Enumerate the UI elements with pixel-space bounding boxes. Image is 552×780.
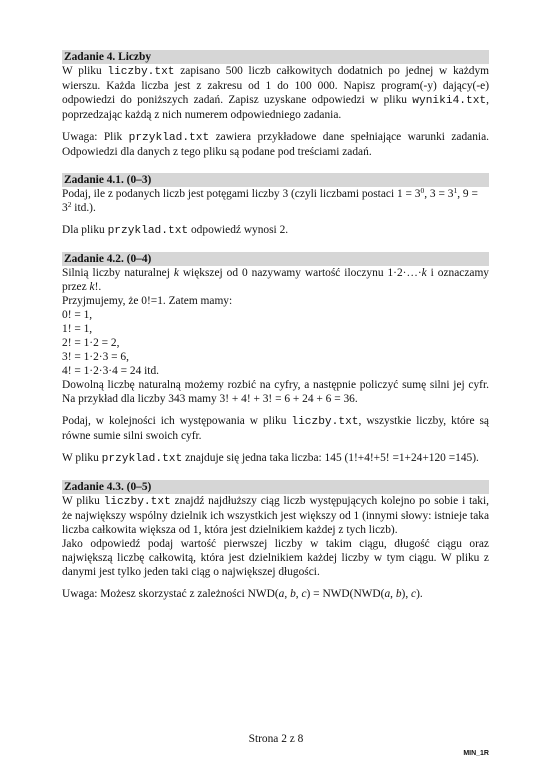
task-4-3-question: W pliku liczby.txt znajdź najdłuższy ciąg liczb występujących kolejno po sobie i taki, że największy wspólny dzielnik ich wszystkich jest większy od 1 (innymi słowy: istnieje taka liczba całkowita większa od 1, która jest dzielnikiem każdej z tych liczb). [62, 495, 489, 536]
factorial-line: 4! = 1·2·3·4 = 24 itd. [62, 365, 159, 377]
filename: liczby.txt [103, 496, 171, 508]
factorial-line: 3! = 1·2·3 = 6, [62, 351, 129, 363]
task-4-2-example: W pliku przyklad.txt znajduje się jedna taka liczba: 145 (1!+4!+5! =1+24+120 =145). [62, 452, 479, 465]
page-number: Strona 2 z 8 [248, 733, 304, 745]
filename: przyklad.txt [101, 453, 183, 465]
filename: przyklad.txt [128, 132, 210, 144]
factorial-line: 2! = 1·2 = 2, [62, 337, 120, 349]
task-4-1-heading: Zadanie 4.1. (0–3) [62, 173, 489, 187]
task-4-3-note: Uwaga: Możesz skorzystać z zależności NWD(a, b, c) = NWD(NWD(a, b), c). [62, 588, 423, 600]
task-4-heading: Zadanie 4. Liczby [62, 50, 489, 64]
task-4-2-question: Podaj, w kolejności ich występowania w pliku liczby.txt, wszystkie liczby, które są równe sumie silni swoich cyfr. [62, 415, 489, 442]
exam-code: MIN_1R [463, 750, 489, 757]
filename: przyklad.txt [107, 225, 189, 237]
task-4-3-answer-format: Jako odpowiedź podaj wartość pierwszej liczby w takim ciągu, długość ciągu oraz największą liczbę całkowitą, która jest dzielnikiem każdej liczby w tym ciągu. W pliku z danymi jest tylko jeden taki ciąg o największej długości. [62, 538, 489, 578]
task-4-2-assumption: Przyjmujemy, że 0!=1. Zatem mamy: [62, 295, 233, 307]
task-4-1-question: Podaj, ile z podanych liczb jest potęgami liczby 3 (czyli liczbami postaci $1 = 3^0$, $3 = 3^1$, $9 = 3^2$ itd.). [62, 186, 478, 214]
factorial-line: 0! = 1, [62, 309, 93, 321]
task-4-1-answer: Dla pliku przyklad.txt odpowiedź wynosi 2. [62, 224, 289, 237]
task-4-2-definition: Silnią liczby naturalnej k większej od 0 nazywamy wartość iloczynu 1·2·…·k i oznaczamy przez k!. [62, 267, 489, 293]
page-content [62, 50, 489, 601]
task-4-note: Uwaga: Plik przyklad.txt zawiera przykładowe dane spełniające warunki zadania. Odpowiedzi dla danych z tego pliku są podane pod treściami zadań. [62, 131, 489, 158]
task-4-2-heading: Zadanie 4.2. (0–4) [62, 252, 489, 266]
filename: liczby.txt [107, 66, 175, 78]
task-4-3-heading: Zadanie 4.3. (0–5) [62, 480, 489, 494]
task-4-description: W pliku liczby.txt zapisano 500 liczb całkowitych dodatnich po jednej w każdym wierszu. Każda liczba jest z zakresu od 1 do 100 000. Napisz program(-y) dający(-e) odpowiedzi do poniższych zadań. Zapisz uzyskane odpowiedzi w pliku wyniki4.txt, poprzedzając każdą z nich numerem odpowiedniego zadania. [62, 65, 490, 121]
filename: liczby.txt [291, 416, 359, 428]
filename: wyniki4.txt [412, 95, 487, 107]
factorial-line: 1! = 1, [62, 323, 93, 335]
task-4-2-digits-text: Dowolną liczbę naturalną możemy rozbić na cyfry, a następnie policzyć sumę silni jej cyfr. Na przykład dla liczby 343 mamy 3! + 4! + 3! = 6 + 24 + 6 = 36. [62, 379, 489, 405]
